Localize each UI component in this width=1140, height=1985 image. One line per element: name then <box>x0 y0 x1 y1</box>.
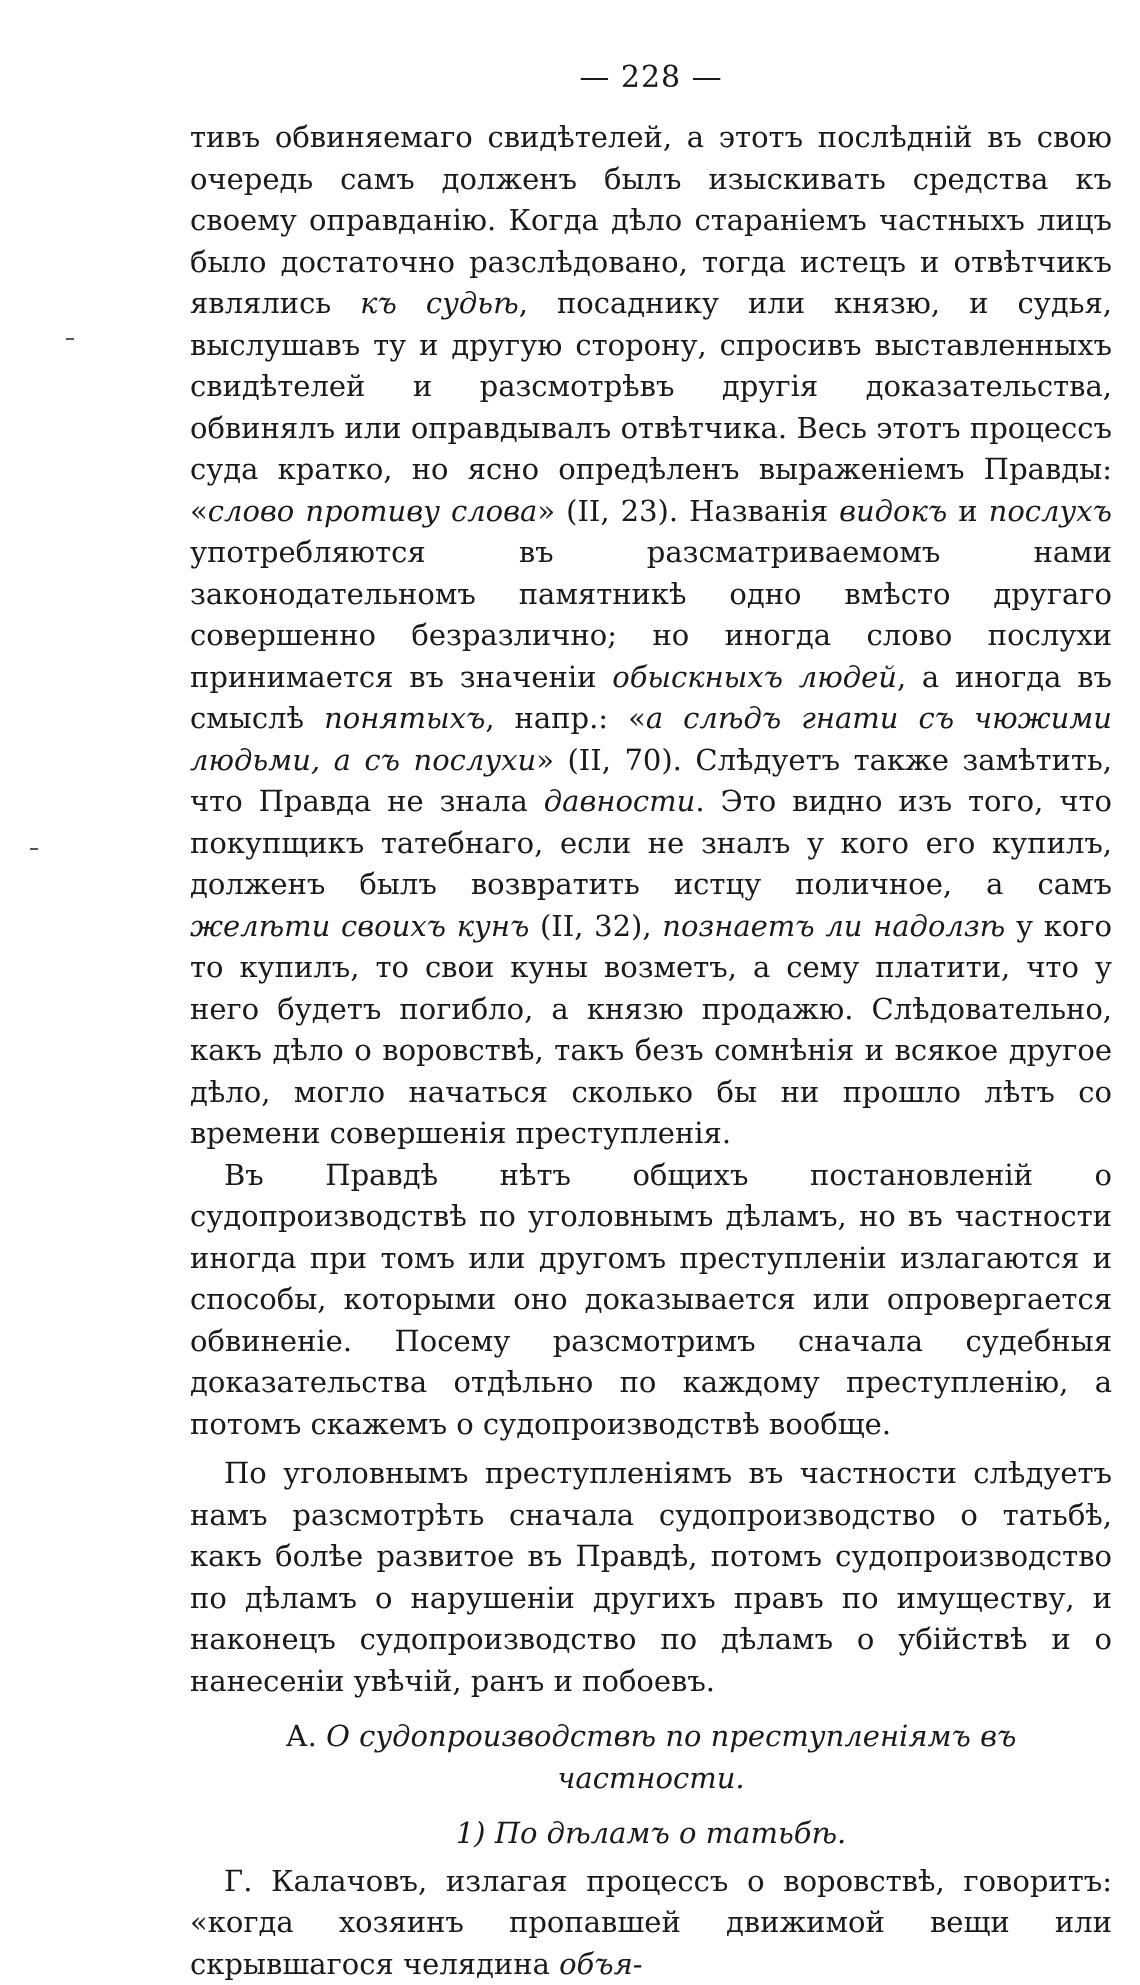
italic-phrase: познаетъ ли надолзѣ <box>662 909 1005 943</box>
italic-phrase: къ судьѣ <box>360 286 519 320</box>
subsection-heading: 1) По дѣламъ о татьбѣ. <box>190 1813 1112 1855</box>
text-run: . Это видно изъ того, что покупщикъ татебнаго, если не зналъ у кого его купилъ, долженъ былъ возвратить истцу поличное, а самъ <box>190 784 1112 901</box>
italic-phrase: слово противу слова <box>208 494 538 528</box>
italic-phrase: понятыхъ <box>324 701 485 735</box>
paragraph-2 <box>190 1155 1112 1446</box>
italic-phrase: желѣти своихъ кунъ <box>190 909 529 943</box>
section-heading <box>190 1716 1112 1799</box>
text-run: , посаднику или князю, и судья, выслушавъ ту и другую сторону, спросивъ выставленныхъ свидѣтелей и разсмотрѣвъ другія доказательства, обвинялъ или оправдывалъ отвѣтчика. Весь этотъ процессъ суда кратко, но ясно опредѣленъ выраженіемъ Правды: « <box>190 286 1112 528</box>
text-run: употребляются въ разсматриваемомъ нами законодательномъ памятникѣ одно вмѣсто другаго совершенно безразлично; но иногда слово послухи принимается въ значеніи <box>190 535 1112 694</box>
text-run: » (II, 23). Названія <box>537 494 839 528</box>
text-run: и <box>947 494 988 528</box>
paragraph-1 <box>190 117 1112 1155</box>
text-run: (II, 32), <box>529 909 662 943</box>
paragraph-4 <box>190 1861 1112 1985</box>
section-letter: А. <box>286 1719 317 1753</box>
italic-phrase: а слѣдъ гнати съ чюжими людьми, а съ послухи <box>190 701 1112 777</box>
margin-mark <box>30 848 38 850</box>
text-run: » (II, 70). Слѣдуетъ также замѣтить, что Правда не знала <box>190 743 1112 819</box>
italic-phrase: давности <box>544 784 696 818</box>
italic-phrase: послухъ <box>989 494 1112 528</box>
text-run: тивъ обвиняемаго свидѣтелей, а этотъ послѣдній въ свою очередь самъ долженъ былъ изыскивать средства къ своему оправданію. Когда дѣло стараніемъ частныхъ лицъ было достаточно разслѣдовано, тогда истецъ и отвѣтчикъ являлись <box>190 120 1112 320</box>
text-run: , а иногда въ смыслѣ <box>190 660 1112 736</box>
paragraph-3 <box>190 1453 1112 1702</box>
italic-phrase: обыскныхъ людей <box>612 660 897 694</box>
text-run: Въ Правдѣ нѣтъ общихъ постановленій о судопроизводствѣ по уголовнымъ дѣламъ, но въ частности иногда при томъ или другомъ преступленіи излагаются и способы, которыми оно доказывается или опровергается обвиненіе. Посему разсмотримъ сначала судебныя доказательства отдѣльно по каждому преступленію, а потомъ скажемъ о судопроизводствѣ вообще. <box>190 1158 1112 1441</box>
text-run: Г. Калачовъ, излагая процессъ о воровствѣ, говоритъ: «когда хозяинъ пропавшей движимой вещи или скрывшагося челядина <box>190 1864 1112 1981</box>
italic-phrase: объя- <box>559 1947 643 1981</box>
book-page <box>190 60 1112 1985</box>
text-run: , напр.: « <box>485 701 646 735</box>
italic-phrase: видокъ <box>839 494 947 528</box>
text-run: у кого то купилъ, то свои куны возметъ, а сему платити, что у него будетъ погибло, а князю продажю. Слѣдовательно, какъ дѣло о воровствѣ, такъ безъ сомнѣнія и всякое другое дѣло, могло начаться сколько бы ни прошло лѣтъ со времени совершенія преступленія. <box>190 909 1112 1151</box>
text-run: По уголовнымъ преступленіямъ въ частности слѣдуетъ намъ разсмотрѣть сначала судопроизводство о татьбѣ, какъ болѣе развитое въ Правдѣ, потомъ судопроизводство по дѣламъ о нарушеніи другихъ правъ по имуществу, и наконецъ судопроизводство по дѣламъ о убійствѣ и о нанесеніи увѣчій, ранъ и побоевъ. <box>190 1456 1112 1698</box>
margin-mark <box>66 338 74 340</box>
page-number: — 228 — <box>190 60 1112 95</box>
section-title: О судопроизводствѣ по преступленіямъ въ частности. <box>326 1719 1016 1795</box>
